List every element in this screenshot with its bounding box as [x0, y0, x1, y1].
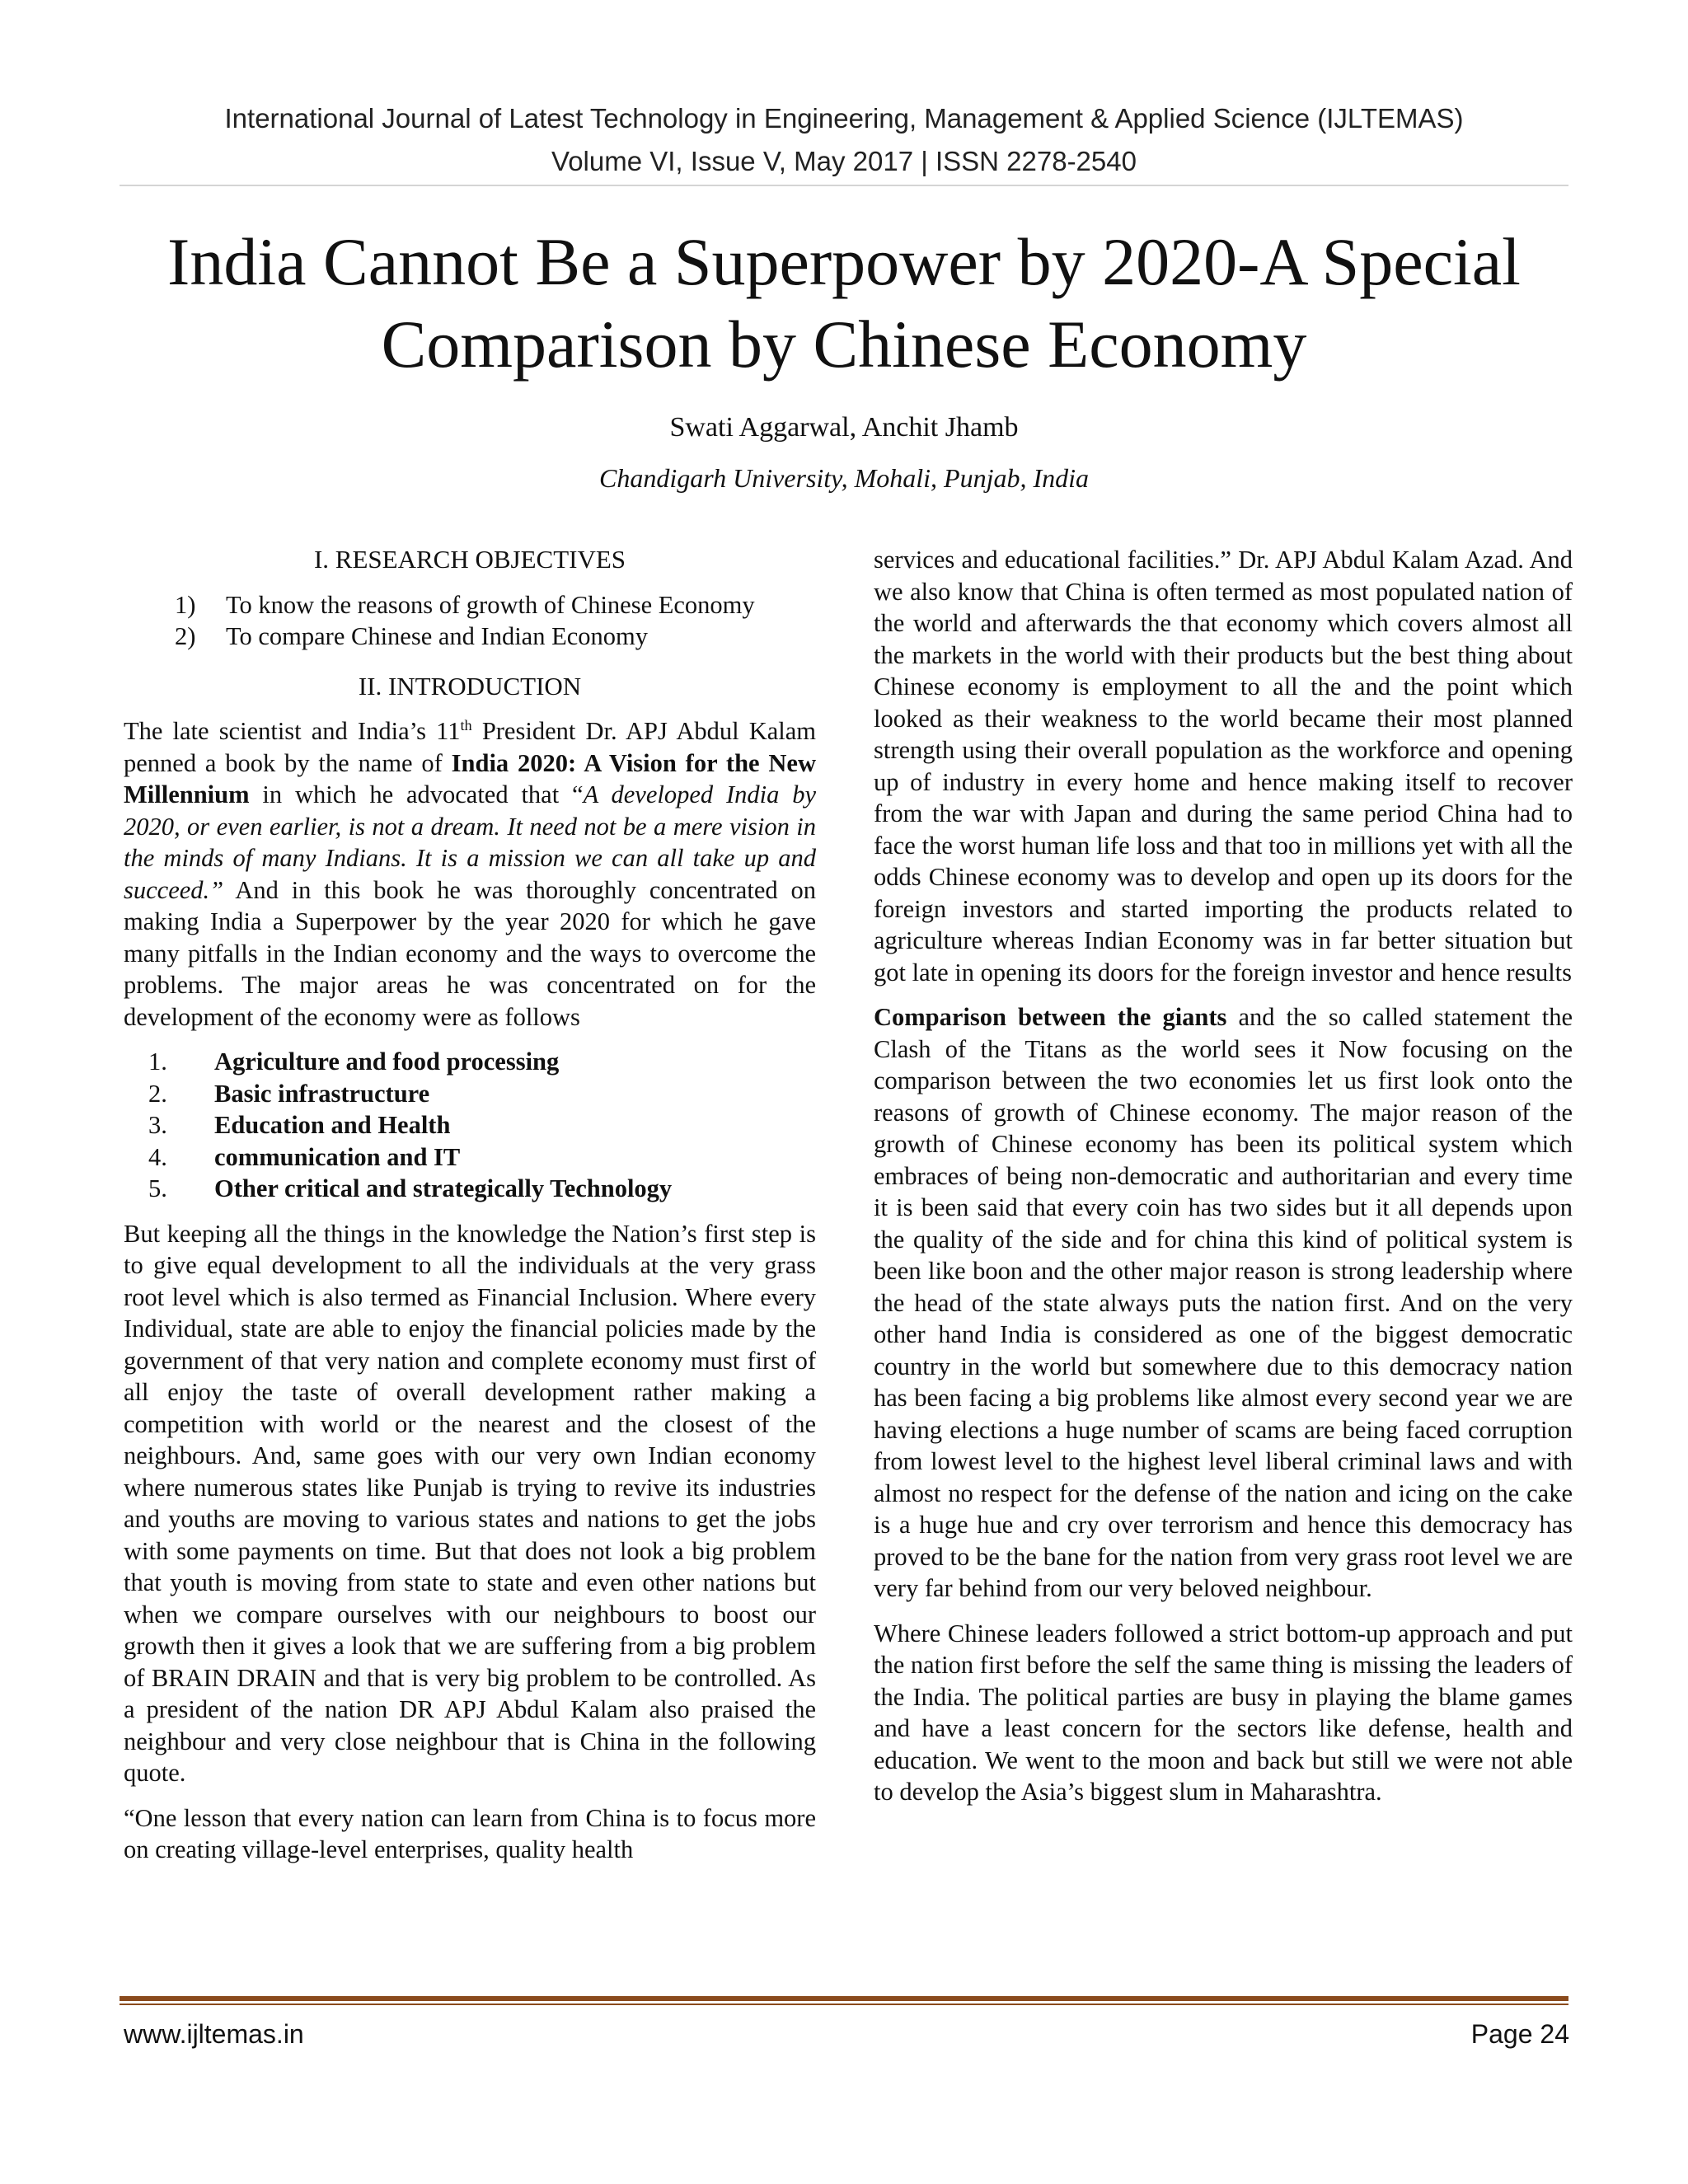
header-divider [120, 185, 1568, 186]
intro-text-d: And in this book he was thoroughly concentrated on making India a Superpower by the year 2020 for which he gave many pitfalls in the Indian economy and the ways to overcome the problems. The major areas he was concentrated on for the development of the economy were as follows [124, 875, 816, 1031]
right-column [874, 544, 1573, 1821]
footer-divider-thick [120, 1996, 1568, 2001]
objectives-list [124, 589, 816, 653]
section-heading-objectives: I. RESEARCH OBJECTIVES [313, 545, 626, 574]
list-item [124, 589, 816, 621]
intro-text-a: The late scientist and India’s 11 [124, 717, 461, 745]
list-number: 1. [148, 1047, 167, 1076]
list-text: To know the reasons of growth of Chinese Economy [226, 590, 755, 619]
list-item [124, 621, 816, 653]
title-line-1: India Cannot Be a Superpower by 2020-A Special [167, 224, 1521, 299]
body-paragraph: “One lesson that every nation can learn from China is to focus more on creating village-level enterprises, quality health [124, 1803, 816, 1863]
ordinal-superscript: th [460, 716, 472, 733]
footer-divider-thin [120, 2004, 1568, 2005]
journal-name: International Journal of Latest Technology in Engineering, Management & Applied Science (IJLTEMAS) [224, 103, 1464, 134]
list-text: To compare Chinese and Indian Economy [226, 622, 648, 650]
footer-website: www.ijltemas.in [124, 2019, 304, 2049]
list-number: 1) [175, 590, 196, 619]
list-number: 3. [148, 1111, 167, 1139]
list-text: Other critical and strategically Technology [214, 1174, 673, 1202]
list-text: Basic infrastructure [214, 1079, 430, 1108]
section-heading-introduction: II. INTRODUCTION [358, 671, 582, 701]
intro-text-c: in which he advocated that “ [249, 780, 584, 808]
body-paragraph: But keeping all the things in the knowledge the Nation’s first step is to give equal development to all the individuals at the very grass root level which is also termed as Financial Inclusion. Where every Individual, state are able to enjoy the financial policies made by the government of that very nation and complete economy must first of all enjoy the taste of overall development rather making a competition with world or the nearest and the closest of the neighbours. And, same goes with our very own Indian economy where numerous states like Punjab is trying to revive its industries and youths are moving to various states and nations to get the jobs with some payments on time. But that does not look a big problem that youth is moving from state to state and even other nations but when we compare ourselves with our neighbours to boost our growth then it gives a look that we are suffering from a big problem of BRAIN DRAIN and that is very big problem to be controlled. As a president of the nation DR APJ Abdul Kalam also praised the neighbour and very close neighbour that is China in the following quote. [124, 1219, 816, 1787]
affiliation: Chandigarh University, Mohali, Punjab, India [598, 463, 1090, 493]
list-number: 4. [148, 1142, 167, 1171]
list-item [124, 1046, 816, 1078]
list-number: 2. [148, 1079, 167, 1108]
list-item [124, 1109, 816, 1141]
kalam-quote: A developed India by 2020, or even earlier, is not a dream. It need not be a mere vision in the minds of many Indians. It is a mission we can all take up and succeed.” [124, 780, 817, 904]
authors: Swati Aggarwal, Anchit Jhamb [669, 412, 1019, 443]
body-paragraph [874, 1001, 1573, 1605]
body-paragraph: services and educational facilities.” Dr. APJ Abdul Kalam Azad. And we also know that China is often termed as most populated nation of the world and afterwards the that economy which covers almost all the markets in the world with their products but the best thing about Chinese economy is employment to all the and the point which looked as their weakness to the world became their most planned strength using their overall population as the workforce and opening up of industry in every home and hence making itself to recover from the war with Japan and during the same period China had to face the worst human life loss and that too in millions yet with all the odds Chinese economy was to develop and open up its doors for the foreign investors and started importing the products related to agriculture whereas Indian Economy was in far better situation but got late in opening its doors for the foreign investor and hence results [874, 546, 1573, 987]
inline-heading: Comparison between the giants [874, 1003, 1227, 1031]
list-number: 2) [175, 622, 196, 650]
left-column [124, 544, 816, 1879]
footer-page-number: Page 24 [1470, 2019, 1569, 2049]
intro-paragraph [124, 715, 816, 1033]
list-text: Education and Health [214, 1111, 451, 1139]
focus-areas-list [124, 1046, 816, 1205]
body-paragraph: Where Chinese leaders followed a strict bottom-up approach and put the nation first before the self the same thing is missing the leaders of the India. The political parties are busy in playing the blame games and have a least concern for the sectors like defense, health and education. We went to the moon and back but still we were not able to develop the Asia’s biggest slum in Maharashtra. [874, 1619, 1573, 1806]
list-number: 5. [148, 1174, 167, 1202]
journal-issue: Volume VI, Issue V, May 2017 | ISSN 2278-2540 [551, 146, 1137, 176]
paragraph-text: and the so called statement the Clash of the Titans as the world sees it Now focusing on the comparison between the two economies let us first look onto the reasons of growth of Chinese economy. The major reason of the growth of Chinese economy has been its political system which embraces of being non-democratic and authoritarian and every time it is been said that every coin has two sides but it all depends upon the quality of the side and for china this kind of political system is been like boon and the other major reason is strong leadership where the head of the state always puts the nation first. And on the very other hand India is considered as one of the biggest democratic country in the world but somewhere due to this democracy nation has been facing a big problems like almost every second year we are having elections a huge number of scams are being faced corruption from lowest level to the highest level liberal criminal laws and with almost no respect for the defense of the nation and icing on the cake is a huge hue and cry over terrorism and hence this democracy has proved to be the bane for the nation from very grass root level we are very far behind from our very beloved neighbour. [874, 1003, 1573, 1602]
list-item [124, 1141, 816, 1174]
title-line-2: Comparison by Chinese Economy [381, 307, 1307, 382]
list-text: Agriculture and food processing [214, 1047, 560, 1076]
list-item [124, 1173, 816, 1205]
intro-text-b: President Dr. APJ Abdul Kalam penned a book by the name of [124, 717, 816, 777]
journal-header [0, 97, 1688, 183]
book-title: India 2020: A Vision for the New Millennium [124, 748, 816, 808]
list-text: communication and IT [214, 1142, 461, 1171]
paper-title [82, 221, 1606, 386]
list-item [124, 1078, 816, 1110]
